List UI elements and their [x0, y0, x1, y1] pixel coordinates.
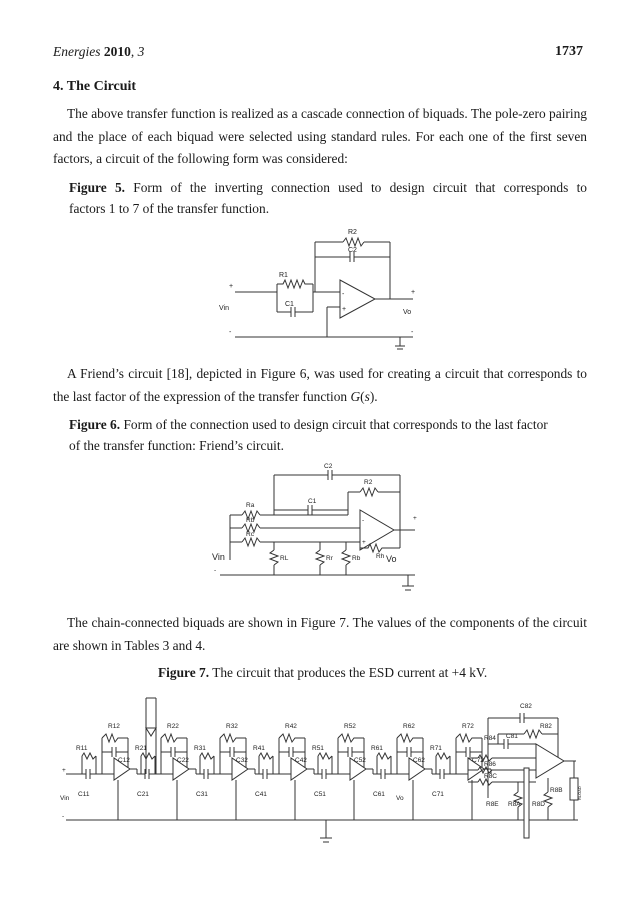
figure5-circuit-diagram	[215, 222, 430, 352]
fig6-plus-out: +	[413, 515, 417, 522]
fig6-opamp-minus: -	[362, 517, 365, 524]
fig5-r1-label: R1	[279, 272, 288, 279]
fig7-stage-r-top: R22	[167, 723, 179, 730]
figure7-caption	[158, 662, 487, 684]
fig7-stage-c-in: C21	[137, 791, 149, 798]
fig7-stage-r-top: R72	[462, 723, 474, 730]
paragraph-2-text: A Friend’s circuit [18], depicted in Figure 6, was used for creating a circuit that corresponds to the last factor of the expression of the transfer function	[53, 366, 587, 404]
fig7-stage-r-top: R42	[285, 723, 297, 730]
journal-name: Energies	[53, 44, 101, 59]
fig7-vo-label: Vo	[396, 795, 404, 802]
fig7-stage-r-in: R51	[312, 745, 324, 752]
fig7-stage-3	[194, 723, 255, 820]
fig7-stage-c-fb: C62	[413, 757, 425, 764]
section-title: 4. The Circuit	[53, 79, 137, 94]
figure7-label: Figure 7.	[158, 665, 210, 680]
journal-volume: 3	[137, 44, 145, 59]
fig7-stage-r-in: R11	[76, 745, 88, 752]
header-sep: ,	[130, 44, 138, 59]
fig7-r8a-label: R8A	[508, 801, 521, 808]
fig5-plus-out: +	[411, 289, 416, 296]
figure5-caption-line2: factors 1 to 7 of the transfer function.	[69, 201, 270, 216]
fig6-rb-label: Rb	[246, 517, 255, 524]
fig7-r84-label: R84	[484, 735, 496, 742]
figure5-caption-text1: Form of the inverting connection used to design circuit that corresponds to	[133, 180, 587, 195]
fig6-rr-label: Rr	[326, 555, 333, 562]
fig7-stage-6	[371, 723, 432, 820]
journal-year: 2010	[103, 44, 131, 59]
fig7-r8e-label: R8E	[486, 801, 499, 808]
figure6-caption-text1: Form of the connection used to design circuit that corresponds to the last factor	[123, 417, 548, 432]
fig7-stage-r-top: R52	[344, 723, 356, 730]
fig7-stage-1	[76, 723, 137, 820]
figure7-caption-text: The circuit that produces the ESD current at +4 kV.	[212, 665, 488, 680]
fig7-stage-2	[135, 723, 196, 820]
fig7-stage-c-in: C71	[432, 791, 444, 798]
page-number: 1737	[555, 44, 583, 59]
paragraph-2-function: G	[350, 388, 361, 404]
fig5-minus-in: -	[229, 329, 232, 336]
fig6-rb2-label: Rb	[352, 555, 361, 562]
fig7-stage-r-top: R62	[403, 723, 415, 730]
fig7-stage-c-fb: C52	[354, 757, 366, 764]
fig6-rh-label: Rh	[376, 553, 385, 560]
paragraph-3: The chain-connected biquads are shown in Figure 7. The values of the components of the circuit are shown in Tables 3 and 4.	[53, 615, 587, 653]
fig6-opamp-plus: +	[362, 539, 366, 546]
fig7-r8c-label: R8C	[484, 773, 498, 780]
fig7-r86-label: R86	[484, 761, 496, 768]
fig7-c81-label: C81	[506, 733, 518, 740]
fig6-minus-in: -	[214, 567, 217, 574]
paragraph-2: A Friend’s circuit [18], depicted in Figure 6, was used for creating a circuit that corresponds to the last factor of the expression of the transfer function G(s).	[53, 366, 587, 404]
figure6-circuit-diagram	[210, 460, 430, 600]
fig7-stage-r-in: R41	[253, 745, 265, 752]
fig7-stage-5	[312, 723, 373, 820]
figure7-circuit-diagram	[58, 688, 586, 853]
fig7-stage-r-in: R61	[371, 745, 383, 752]
fig7-r82-label: R82	[540, 723, 552, 730]
paragraph-1: The above transfer function is realized as a cascade connection of biquads. The pole-zero pairing and the place of each biquad were selected using standard rules. For each one of the first seven factors, a circuit of the following form was considered:	[53, 106, 587, 166]
fig6-rc-label: Rc	[246, 531, 254, 538]
fig7-stage-c-in: C11	[78, 791, 90, 798]
fig7-stage-c-fb: C12	[118, 757, 130, 764]
fig6-c1-label: C1	[308, 498, 317, 505]
fig7-plus-in: +	[62, 767, 66, 774]
figure5-label: Figure 5.	[69, 180, 125, 195]
running-header-left	[53, 44, 144, 60]
fig7-stage-4	[253, 723, 314, 820]
fig7-r8b-label: R8B	[550, 787, 563, 794]
fig7-stage-c-fb: C72	[472, 757, 484, 764]
fig7-stage-c-in: C31	[196, 791, 208, 798]
fig7-stage-c-fb: C32	[236, 757, 248, 764]
fig6-c2-label: C2	[324, 463, 333, 470]
fig6-rl-label: RL	[280, 555, 289, 562]
fig5-c2-label: C2	[348, 247, 357, 254]
fig5-vin-label: Vin	[219, 305, 229, 312]
fig7-stage-r-in: R71	[430, 745, 442, 752]
fig7-minus-in: -	[62, 813, 65, 820]
fig7-stage-r-in: R21	[135, 745, 147, 752]
fig7-stage-r-in: R31	[194, 745, 206, 752]
fig6-vo-label: Vo	[386, 554, 397, 564]
fig7-stage-c-in: C61	[373, 791, 385, 798]
fig5-opamp-minus: -	[342, 291, 345, 298]
figure6-caption-line2: of the transfer function: Friend’s circuit.	[69, 438, 284, 453]
figure5-caption-line1	[69, 177, 587, 199]
fig5-vo-label: Vo	[403, 309, 412, 316]
fig7-stage-r-top: R12	[108, 723, 120, 730]
fig7-r8d-label: R8D	[532, 801, 546, 808]
fig6-vin-label: Vin	[212, 552, 225, 562]
fig7-stage-c-in: C41	[255, 791, 267, 798]
fig5-plus-in: +	[229, 283, 234, 290]
fig7-stage-c-fb: C42	[295, 757, 307, 764]
fig5-c1-label: C1	[285, 301, 294, 308]
fig6-r2-label: R2	[364, 479, 373, 486]
fig5-r2-label: R2	[348, 229, 357, 236]
fig6-ra-label: Ra	[246, 502, 255, 509]
fig7-stage-c-in: C51	[314, 791, 326, 798]
fig7-c82-label: C82	[520, 703, 532, 710]
fig7-rload-label: RLOAD	[577, 786, 582, 800]
fig7-stage-c-fb: C22	[177, 757, 189, 764]
fig7-vin-label: Vin	[60, 795, 70, 802]
figure6-caption-line1	[69, 414, 587, 436]
paragraph-2-variable: s	[364, 388, 370, 404]
fig5-minus-out: -	[411, 329, 414, 336]
fig7-stage-r-top: R32	[226, 723, 238, 730]
figure6-label: Figure 6.	[69, 417, 121, 432]
fig5-opamp-plus: +	[342, 306, 347, 313]
